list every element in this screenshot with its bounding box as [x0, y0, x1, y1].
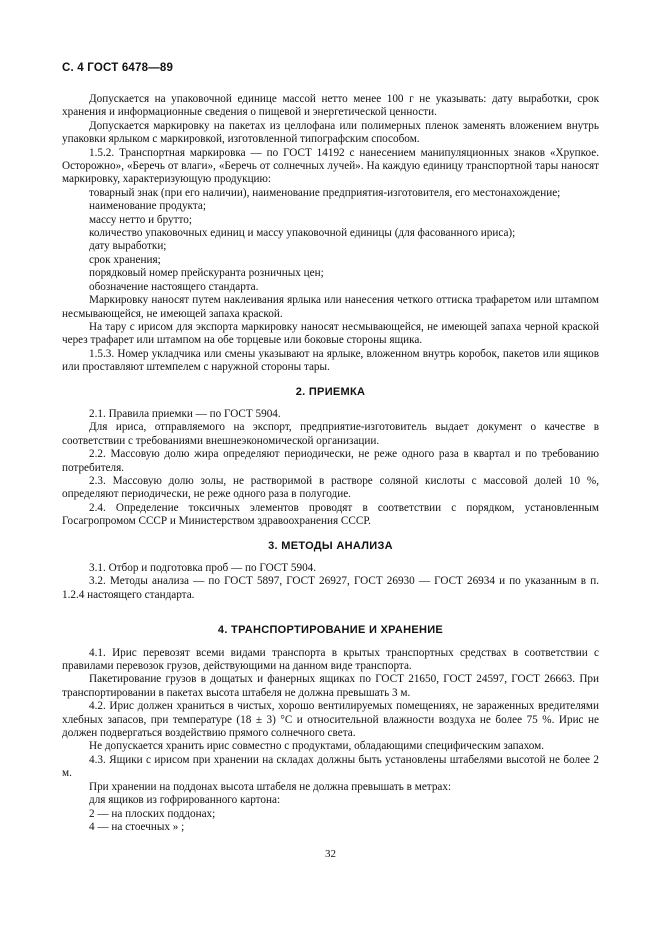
list-item: товарный знак (при его наличии), наименование предприятия-изготовителя, его местонахождение;: [89, 186, 561, 199]
paragraph: 4.1. Ирис перевозят всеми видами транспорта в крытых транспортных средствах в соответствии с правилами перевозок грузов, действующими на данном виде транспорта.: [62, 646, 599, 673]
page-number: 32: [325, 848, 336, 860]
list-item: дату выработки;: [89, 240, 167, 253]
list-item: массу нетто и брутто;: [89, 213, 192, 226]
paragraph: 2.1. Правила приемки — по ГОСТ 5904.: [89, 407, 281, 420]
paragraph: 1.5.3. Номер укладчика или смены указывают на ярлыке, вложенном внутрь коробок, пакетов или ящиков или проставляют штемпелем с наружной стороны тары.: [62, 347, 599, 374]
list-item: срок хранения;: [89, 253, 161, 266]
paragraph: Допускается на упаковочной единице массой нетто менее 100 г не указывать: дату выработки, срок хранения и информационные сведения о пищевой и энергетической ценности.: [62, 93, 599, 119]
page-header: С. 4 ГОСТ 6478—89: [62, 62, 174, 74]
paragraph: 2.3. Массовую долю золы, не растворимой в растворе соляной кислоты с массовой долей 10 %, определяют периодически, не реже одного раза в полугодие.: [62, 474, 599, 501]
paragraph: 4.3. Ящики с ирисом при хранении на складах должны быть установлены штабелями высотой не более 2 м.: [62, 753, 599, 780]
paragraph: На тару с ирисом для экспорта маркировку наносят несмывающейся, не имеющей запаха черной краской через трафарет или штампом на обе торцевые или боковые стороны ящика.: [62, 320, 599, 347]
list-item: для ящиков из гофрированного картона:: [89, 794, 281, 807]
paragraph: Для ириса, отправляемого на экспорт, предприятие-изготовитель выдает документ о качестве в соответствии с требованиями внешнеэкономической организации.: [62, 421, 599, 447]
paragraph: 4.2. Ирис должен храниться в чистых, хорошо вентилируемых помещениях, не зараженных вредителями хлебных запасов, при температуре (18 ± 3) °С и относительной влажности воздуха не более 75 %. Ирис не должен подвергаться воздействию прямого солнечного света.: [62, 700, 599, 740]
paragraph: 2.2. Массовую долю жира определяют периодически, не реже одного раза в квартал и по требованию потребителя.: [62, 448, 599, 474]
paragraph: Маркировку наносят путем наклеивания ярлыка или нанесения четкого оттиска трафаретом или штампом несмывающейся, не имеющей запаха краской.: [62, 294, 599, 320]
paragraph: При хранении на поддонах высота штабеля не должна превышать в метрах:: [89, 780, 452, 793]
section-heading: 2. ПРИЕМКА: [295, 385, 366, 398]
list-item: наименование продукта;: [89, 200, 206, 213]
paragraph: 1.5.2. Транспортная маркировка — по ГОСТ 14192 с нанесением манипуляционных знаков «Хрупкое. Осторожно», «Беречь от влаги», «Беречь от солнечных лучей». На каждую единицу транспортной тары наносят маркировку, характеризующую продукцию:: [62, 146, 599, 186]
paragraph: 2.4. Определение токсичных элементов проводят в соответствии с порядком, установленным Госагропромом СССР и Министерством здравоохранения СССР.: [62, 501, 599, 528]
paragraph: Пакетирование грузов в дощатых и фанерных ящиках по ГОСТ 21650, ГОСТ 24597, ГОСТ 26663. При транспортировании в пакетах высота штабеля не должна превышать 3 м.: [62, 673, 599, 699]
paragraph: Не допускается хранить ирис совместно с продуктами, обладающими специфическим запахом.: [89, 740, 545, 753]
paragraph: Допускается маркировку на пакетах из целлофана или полимерных пленок заменять вложением внутрь упаковки ярлыком с маркировкой, изготовленной типографским способом.: [62, 119, 599, 146]
section-heading: 3. МЕТОДЫ АНАЛИЗА: [268, 539, 393, 552]
list-item: 2 — на плоских поддонах;: [89, 807, 216, 820]
list-item: обозначение настоящего стандарта.: [89, 280, 259, 293]
list-item: 4 — на стоечных » ;: [89, 820, 185, 833]
document-body: [62, 93, 599, 834]
section-heading: 4. ТРАНСПОРТИРОВАНИЕ И ХРАНЕНИЕ: [217, 624, 444, 637]
paragraph: 3.2. Методы анализа — по ГОСТ 5897, ГОСТ 26927, ГОСТ 26930 — ГОСТ 26934 и по указанным в п. 1.2.4 настоящего стандарта.: [62, 575, 599, 601]
list-item: порядковый номер прейскуранта розничных цен;: [89, 267, 324, 280]
paragraph: 3.1. Отбор и подготовка проб — по ГОСТ 5904.: [89, 562, 317, 574]
list-item: количество упаковочных единиц и массу упаковочной единицы (для фасованного ириса);: [89, 227, 516, 240]
